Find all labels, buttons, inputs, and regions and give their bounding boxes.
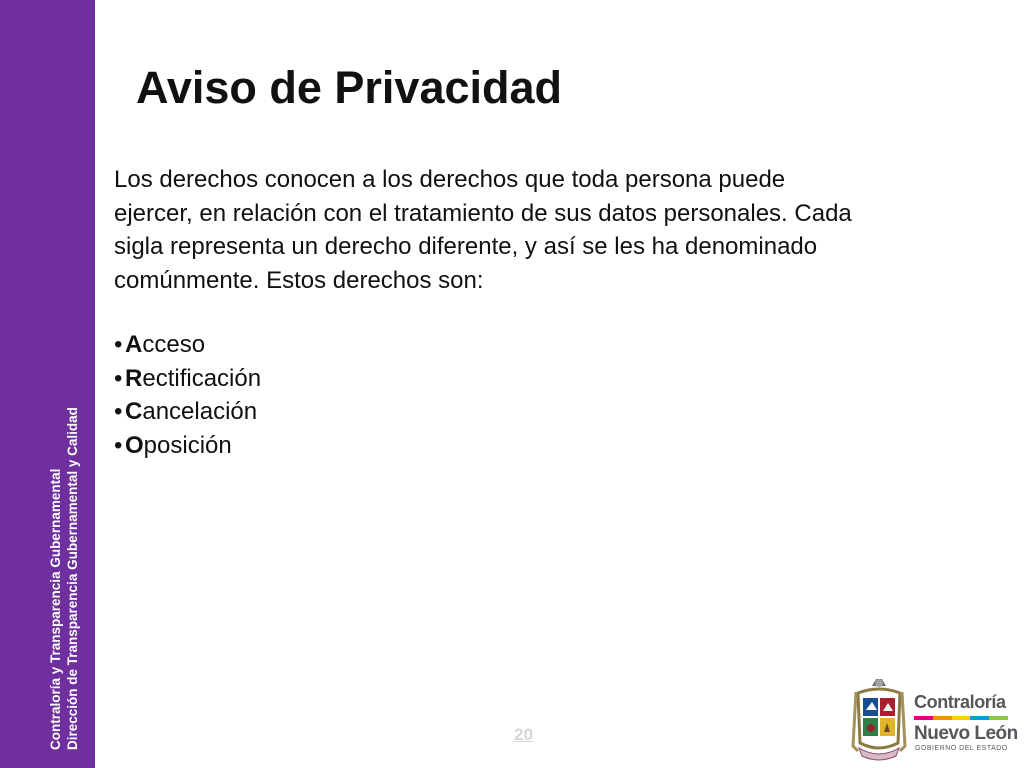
state-crest-icon xyxy=(850,676,908,766)
stripe-yellow xyxy=(952,716,971,720)
government-logo xyxy=(844,676,1019,766)
initial-letter: R xyxy=(125,364,143,392)
slide-body xyxy=(114,163,1004,462)
rights-list xyxy=(114,328,1004,462)
sidebar-line-1: Contraloría y Transparencia Gubernamental xyxy=(48,468,63,750)
initial-letter: A xyxy=(125,331,143,358)
stripe-orange xyxy=(933,716,952,720)
sidebar xyxy=(0,0,95,768)
paragraph-line-3: sigla representa un derecho diferente, y así se les ha denominado xyxy=(114,233,818,260)
state-name: Nuevo León xyxy=(914,723,1018,744)
stripe-blue xyxy=(970,716,989,720)
bullet-icon: • xyxy=(114,364,123,392)
brand-name: Contraloría xyxy=(914,692,1006,712)
slide-title: Aviso de Privacidad xyxy=(136,62,563,113)
contraloria-brand xyxy=(914,692,1018,760)
list-item-rectification xyxy=(114,362,1004,396)
list-item-cancellation xyxy=(114,395,1004,429)
bullet-icon: • xyxy=(114,431,123,459)
sidebar-line-2: Dirección de Transparencia Gubernamental y Calidad xyxy=(65,407,80,750)
brand-color-strip xyxy=(914,716,1008,720)
item-text: cceso xyxy=(142,331,206,358)
bullet-icon: • xyxy=(114,398,123,425)
government-name: GOBIERNO DEL ESTADO xyxy=(915,745,1008,752)
initial-letter: C xyxy=(125,398,143,425)
bullet-icon: • xyxy=(114,331,123,358)
paragraph-line-2: ejercer, en relación con el tratamiento de sus datos personales. Cada xyxy=(114,199,852,227)
item-text: posición xyxy=(143,431,232,459)
stripe-magenta xyxy=(914,716,933,720)
stripe-green xyxy=(989,716,1008,720)
sidebar-text xyxy=(47,407,81,750)
item-text: ancelación xyxy=(142,398,258,425)
item-text: ectificación xyxy=(142,364,262,392)
paragraph-line-4: comúnmente. Estos derechos son: xyxy=(114,266,484,294)
paragraph-line-1: Los derechos conocen a los derechos que toda persona puede xyxy=(114,166,786,193)
list-item-access xyxy=(114,328,1004,362)
list-item-opposition xyxy=(114,429,1004,463)
initial-letter: O xyxy=(125,431,144,459)
page-number: 20 xyxy=(514,725,533,744)
